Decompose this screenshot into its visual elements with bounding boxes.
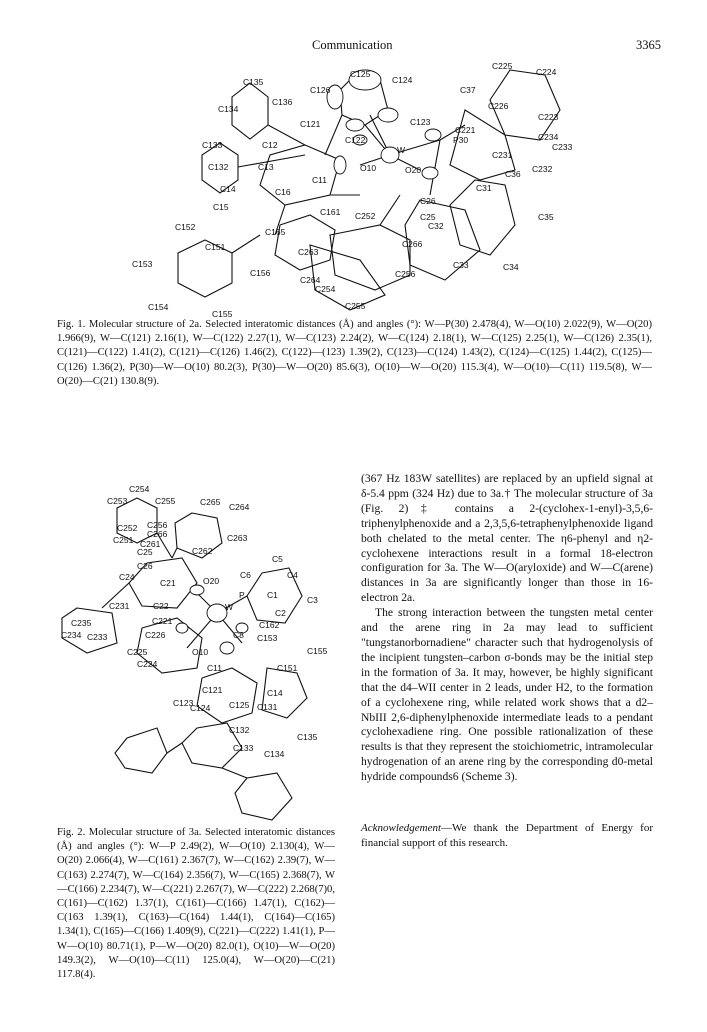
atom-label: C253 bbox=[107, 496, 128, 506]
section-title: Communication bbox=[312, 38, 393, 52]
atom-label: C134 bbox=[218, 104, 239, 114]
atom-label: C4 bbox=[287, 570, 298, 580]
atom-label: C12 bbox=[262, 140, 278, 150]
body-paragraph-1: (367 Hz 183W satellites) are replaced by an upfield signal at δ-5.4 ppm (324 Hz) due to 3a.† The molecular structure of 3a (Fig. 2)‡ contains a 2-(cyclohex-1-enyl)-3,5,6-triphenylphenoxide and a 2,3,5,6-tetraphenylphenoxide ligand both chelated to the metal center. The η6-phenyl and η2-cyclohexene interactions result in a formal 18-electron configuration for 3a. The W—O(aryloxide) and W—C(arene) distances in 3a are significantly longer than those in 16-electron 2a. bbox=[361, 472, 653, 605]
acknowledgement bbox=[361, 821, 653, 851]
atom-label: C221 bbox=[455, 125, 476, 135]
atom-label: C125 bbox=[229, 700, 250, 710]
atom-label: P30 bbox=[453, 135, 469, 145]
atom-label: C22 bbox=[153, 601, 169, 611]
atom-label: C3 bbox=[307, 595, 318, 605]
atom-label: O10 bbox=[360, 163, 377, 173]
atom-label: C266 bbox=[402, 239, 423, 249]
atom-label: C151 bbox=[277, 663, 298, 673]
atom-label: C37 bbox=[460, 85, 476, 95]
atom-label: C132 bbox=[229, 725, 250, 735]
atom-label: C256 bbox=[395, 269, 416, 279]
figure1-caption: Fig. 1. Molecular structure of 2a. Selected interatomic distances (Å) and angles (°): W—P(30) 2.478(4), W—O(10) 2.022(9), W—O(20) 1.966(9), W—C(121) 2.16(1), W—C(122) 2.27(1), W—C(123) 2.24(2), W—C(124) 2.18(1), W—C(125) 2.25(1), W—C(126) 2.35(1), C(121)—C(122) 1.41(2), C(121)—C(126) 1.46(2), C(122)—(123) 1.39(2), C(123)—C(124) 1.43(2), C(124)—C(125) 1.44(2), C(125)—C(126) 1.36(2), P(30)—W—O(10) 80.2(3), P(30)—W—O(20) 85.6(3), O(10)—W—O(20) 115.3(4), W—O(10)—C(11) 119.5(8), W—O(20)—C(21) 130.8(9). bbox=[57, 319, 652, 387]
atom-label: W bbox=[397, 145, 406, 155]
atom-label: C124 bbox=[190, 703, 211, 713]
atom-label: C121 bbox=[300, 119, 321, 129]
atom-label: C161 bbox=[320, 207, 341, 217]
atom-label: C123 bbox=[173, 698, 194, 708]
atom-label: C11 bbox=[207, 663, 222, 673]
figure1-structure bbox=[120, 55, 573, 320]
atom-label: C136 bbox=[272, 97, 293, 107]
figure2-structure bbox=[57, 478, 347, 828]
atom-label: C235 bbox=[71, 618, 92, 628]
atom-label: O20 bbox=[203, 576, 220, 586]
atom-label: C254 bbox=[315, 284, 336, 294]
atom-label: C36 bbox=[505, 169, 521, 179]
atom-label: C155 bbox=[307, 646, 328, 656]
atom-label: C24 bbox=[119, 572, 135, 582]
atom-label: C234 bbox=[61, 630, 82, 640]
atom-label: C25 bbox=[137, 547, 153, 557]
atom-label: C16 bbox=[275, 187, 291, 197]
atom-label: C252 bbox=[117, 523, 138, 533]
atom-label: C251 bbox=[113, 535, 134, 545]
atom-label: C265 bbox=[200, 497, 221, 507]
atom-label: C154 bbox=[148, 302, 169, 312]
page-number: 3365 bbox=[636, 38, 661, 52]
atom-label: C14 bbox=[267, 688, 283, 698]
atom-label: C124 bbox=[392, 75, 413, 85]
atom-label: C266 bbox=[147, 529, 168, 539]
atom-label: C6 bbox=[240, 570, 251, 580]
body-paragraph-2: The strong interaction between the tungsten metal center and the arene ring in 2a may lead to sufficient "tungstanorbornadiene" character such that hydrogenolysis of the incipient tungsten–carbon σ-bonds may be the initial step in the formation of 3a. It may, however, be highly significant that the d4–WII center in 2 leads, under H2, to the formation of a cyclohexene ring, while related work shows that a d2–NbIII 2,6-diphenylphenoxide intermediate leads to a pendant cyclohexadiene ring. One possible rationalization of these results is that they represent the stoichiometric, intramolecular hydrogenation of an arene ring by the corresponding d0-metal hydride compounds6 (Scheme 3). bbox=[361, 606, 653, 784]
atom-label: C153 bbox=[132, 259, 153, 269]
atom-label: W bbox=[225, 602, 234, 612]
atom-label: C256 bbox=[147, 520, 168, 530]
atom-label: C231 bbox=[109, 601, 130, 611]
atom-label: C262 bbox=[192, 546, 213, 556]
atom-label: C225 bbox=[127, 647, 148, 657]
atom-label: C133 bbox=[233, 743, 254, 753]
acknowledgement-label: Acknowledgement bbox=[361, 822, 442, 835]
atom-label: C1 bbox=[267, 590, 278, 600]
atom-label: C135 bbox=[297, 732, 318, 742]
atom-label: C232 bbox=[532, 164, 553, 174]
atom-label: C224 bbox=[536, 67, 557, 77]
atom-label: C25 bbox=[420, 212, 436, 222]
atom-label: C255 bbox=[155, 496, 176, 506]
atom-label: C8 bbox=[233, 630, 244, 640]
atom-label: C225 bbox=[492, 61, 513, 71]
fig2-bonds bbox=[62, 498, 307, 820]
acknowledgement-text: —We thank the Department of Energy for financial support of this research. bbox=[361, 822, 653, 849]
atom-label: C223 bbox=[538, 112, 559, 122]
atom-label: C125 bbox=[350, 69, 371, 79]
atom-label: C165 bbox=[265, 227, 286, 237]
atom-label: C11 bbox=[312, 175, 327, 185]
atom-label: C33 bbox=[453, 260, 469, 270]
atom-label: C133 bbox=[202, 140, 223, 150]
atom-label: C263 bbox=[298, 247, 319, 257]
atom-label: C14 bbox=[220, 184, 236, 194]
atom-label: C155 bbox=[212, 309, 233, 319]
atom-label: C263 bbox=[227, 533, 248, 543]
atom-label: C224 bbox=[137, 659, 158, 669]
atom-label: C135 bbox=[243, 77, 264, 87]
atom-label: C226 bbox=[145, 630, 166, 640]
atom-label: C31 bbox=[476, 183, 492, 193]
atom-label: C21 bbox=[160, 578, 176, 588]
atom-label: C264 bbox=[229, 502, 250, 512]
atom-label: C233 bbox=[552, 142, 573, 152]
atom-label: C252 bbox=[355, 211, 376, 221]
atom-label: C34 bbox=[503, 262, 519, 272]
atom-label: C234 bbox=[538, 132, 559, 142]
atom-label: C255 bbox=[345, 301, 366, 311]
atom-label: C122 bbox=[345, 135, 366, 145]
atom-label: C231 bbox=[492, 150, 513, 160]
atom-label: O10 bbox=[192, 647, 209, 657]
atom-label: C5 bbox=[272, 554, 283, 564]
atom-label: C134 bbox=[264, 749, 285, 759]
atom-label: C226 bbox=[488, 101, 509, 111]
atom-label: C15 bbox=[213, 202, 229, 212]
atom-label: C261 bbox=[140, 539, 161, 549]
atom-label: C153 bbox=[257, 633, 278, 643]
atom-label: C126 bbox=[310, 85, 331, 95]
atom-label: C26 bbox=[137, 561, 153, 571]
atom-label: C26 bbox=[420, 196, 436, 206]
atom-label: C233 bbox=[87, 632, 108, 642]
atom-label: C35 bbox=[538, 212, 554, 222]
right-column bbox=[361, 472, 653, 851]
atom-label: C121 bbox=[202, 685, 223, 695]
atom-label: C13 bbox=[258, 162, 274, 172]
atom-label: C162 bbox=[259, 620, 280, 630]
atom-label: P bbox=[239, 590, 245, 600]
atom-label: C131 bbox=[257, 702, 278, 712]
atom-label: O20 bbox=[405, 165, 422, 175]
atom-label: C32 bbox=[428, 221, 444, 231]
atom-label: C123 bbox=[410, 117, 431, 127]
atom-label: C254 bbox=[129, 484, 150, 494]
atom-label: C221 bbox=[152, 616, 173, 626]
atom-label: C2 bbox=[275, 608, 286, 618]
atom-label: C132 bbox=[208, 162, 229, 172]
figure2-caption: Fig. 2. Molecular structure of 3a. Selected interatomic distances (Å) and angles (°): W—P 2.49(2), W—O(10) 2.130(4), W—O(20) 2.066(4), W—C(161) 2.367(7), W—C(162) 2.39(7), W—C(163) 2.274(7), W—C(164) 2.356(7), W—C(165) 2.368(7), W—C(166) 2.234(7), W—C(221) 2.267(7), W—C(222) 2.268(7)0, C(161)—C(162) 1.37(1), C(161)—C(166) 1.47(1), C(162)—C(163 1.39(1), C(163)—C(164) 1.44(1), C(164)—C(165) 1.34(1), C(165)—C(166) 1.409(9), C(221)—C(222) 1.41(1), P—W—O(10) 80.71(1), P—W—O(20) 82.0(1), O(10)—W—O(20) 149.3(2), W—O(10)—C(11) 125.0(4), W—O(20)—C(21) 117.8(4). bbox=[57, 827, 335, 981]
atom-label: C156 bbox=[250, 268, 271, 278]
atom-label: C264 bbox=[300, 275, 321, 285]
atom-label: C151 bbox=[205, 242, 226, 252]
atom-label: C152 bbox=[175, 222, 196, 232]
